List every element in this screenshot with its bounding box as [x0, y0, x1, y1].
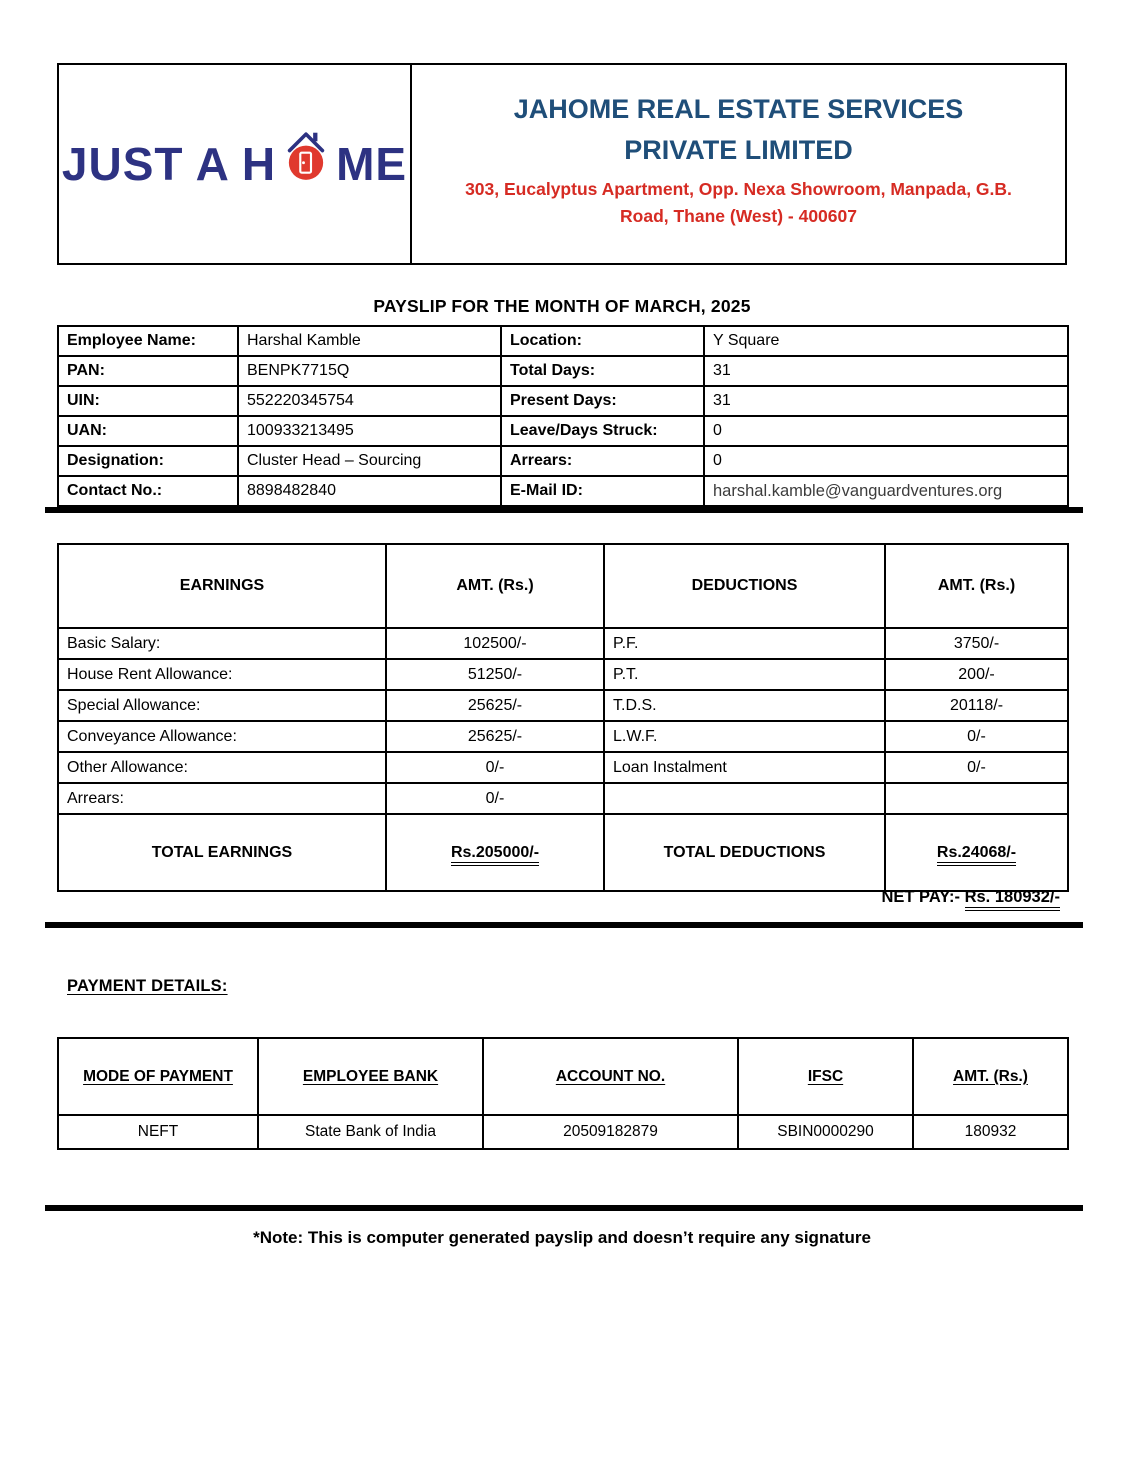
earning-amount: 0/-	[386, 752, 604, 783]
column-header: EMPLOYEE BANK	[258, 1038, 483, 1115]
table-row	[58, 1115, 1068, 1149]
column-header: MODE OF PAYMENT	[58, 1038, 258, 1115]
table-row	[58, 416, 1068, 446]
table-row	[58, 721, 1068, 752]
table-header-row	[58, 544, 1068, 628]
field-label: PAN:	[58, 356, 238, 386]
deduction-amount: 3750/-	[885, 628, 1068, 659]
field-value: Y Square	[704, 326, 1068, 356]
table-row	[58, 356, 1068, 386]
field-label: Designation:	[58, 446, 238, 476]
earning-label: Conveyance Allowance:	[58, 721, 386, 752]
field-label: UAN:	[58, 416, 238, 446]
field-label: Leave/Days Struck:	[501, 416, 704, 446]
employee-bank: State Bank of India	[258, 1115, 483, 1149]
field-label: Present Days:	[501, 386, 704, 416]
earning-label: Other Allowance:	[58, 752, 386, 783]
deduction-label: L.W.F.	[604, 721, 885, 752]
company-logo	[59, 65, 412, 263]
field-value: 552220345754	[238, 386, 501, 416]
earning-amount: 0/-	[386, 783, 604, 814]
earning-amount: 25625/-	[386, 721, 604, 752]
total-deductions-label: TOTAL DEDUCTIONS	[604, 814, 885, 891]
deduction-amount	[885, 783, 1068, 814]
totals-row	[58, 814, 1068, 891]
employee-details-table	[57, 325, 1069, 507]
table-row	[58, 659, 1068, 690]
field-value: 0	[704, 446, 1068, 476]
company-name	[440, 89, 1037, 170]
field-label: Total Days:	[501, 356, 704, 386]
divider-rule	[45, 1205, 1083, 1211]
net-pay-label: NET PAY:-	[881, 888, 960, 906]
company-address-line1: 303, Eucalyptus Apartment, Opp. Nexa Showroom, Manpada, G.B.	[465, 179, 1012, 199]
field-value: 31	[704, 356, 1068, 386]
table-row	[58, 628, 1068, 659]
earnings-deductions-table	[57, 543, 1069, 892]
email-value: harshal.kamble@vanguardventures.org	[704, 476, 1068, 506]
field-value: 31	[704, 386, 1068, 416]
company-address	[440, 176, 1037, 230]
deduction-amount: 20118/-	[885, 690, 1068, 721]
footer-note: *Note: This is computer generated payslip and doesn’t require any signature	[253, 1228, 871, 1247]
deduction-amount: 0/-	[885, 721, 1068, 752]
payment-details-title: PAYMENT DETAILS:	[67, 977, 228, 995]
earning-label: House Rent Allowance:	[58, 659, 386, 690]
table-row	[58, 783, 1068, 814]
divider-rule	[45, 922, 1083, 928]
table-row	[58, 386, 1068, 416]
total-deductions-amount: Rs.24068/-	[885, 814, 1068, 891]
payslip-title: PAYSLIP FOR THE MONTH OF MARCH, 2025	[373, 296, 751, 316]
column-header: IFSC	[738, 1038, 913, 1115]
house-icon	[278, 122, 334, 182]
company-info	[412, 65, 1065, 263]
company-name-line1: JAHOME REAL ESTATE SERVICES	[513, 94, 964, 124]
field-label: Contact No.:	[58, 476, 238, 506]
column-header: DEDUCTIONS	[604, 544, 885, 628]
divider-rule	[45, 507, 1083, 513]
deduction-label: T.D.S.	[604, 690, 885, 721]
earning-label: Arrears:	[58, 783, 386, 814]
field-label: UIN:	[58, 386, 238, 416]
deduction-amount: 0/-	[885, 752, 1068, 783]
logo-text-after: ME	[336, 138, 408, 190]
deduction-label	[604, 783, 885, 814]
ifsc-code: SBIN0000290	[738, 1115, 913, 1149]
earning-label: Basic Salary:	[58, 628, 386, 659]
payment-details-table	[57, 1037, 1069, 1150]
total-earnings-amount: Rs.205000/-	[386, 814, 604, 891]
table-row	[58, 326, 1068, 356]
earning-amount: 51250/-	[386, 659, 604, 690]
deduction-label: P.F.	[604, 628, 885, 659]
field-label: Arrears:	[501, 446, 704, 476]
column-header: AMT. (Rs.)	[913, 1038, 1068, 1115]
header	[57, 63, 1067, 265]
column-header: EARNINGS	[58, 544, 386, 628]
payment-amount: 180932	[913, 1115, 1068, 1149]
field-value: Cluster Head – Sourcing	[238, 446, 501, 476]
table-header-row	[58, 1038, 1068, 1115]
payment-mode: NEFT	[58, 1115, 258, 1149]
company-address-line2: Road, Thane (West) - 400607	[620, 206, 857, 227]
table-row	[58, 446, 1068, 476]
earning-amount: 102500/-	[386, 628, 604, 659]
logo-text	[61, 138, 408, 190]
column-header: AMT. (Rs.)	[386, 544, 604, 628]
earning-amount: 25625/-	[386, 690, 604, 721]
field-value: 8898482840	[238, 476, 501, 506]
net-pay-value: Rs. 180932/-	[965, 888, 1060, 911]
deduction-label: P.T.	[604, 659, 885, 690]
table-row	[58, 752, 1068, 783]
logo-text-before: JUST A H	[61, 138, 277, 190]
deduction-label: Loan Instalment	[604, 752, 885, 783]
company-name-line2: PRIVATE LIMITED	[624, 134, 853, 165]
field-value: Harshal Kamble	[238, 326, 501, 356]
earning-label: Special Allowance:	[58, 690, 386, 721]
deduction-amount: 200/-	[885, 659, 1068, 690]
field-value: 100933213495	[238, 416, 501, 446]
field-label: E-Mail ID:	[501, 476, 704, 506]
field-label: Employee Name:	[58, 326, 238, 356]
account-number: 20509182879	[483, 1115, 738, 1149]
column-header: ACCOUNT NO.	[483, 1038, 738, 1115]
column-header: AMT. (Rs.)	[885, 544, 1068, 628]
table-row	[58, 690, 1068, 721]
field-label: Location:	[501, 326, 704, 356]
net-pay	[557, 888, 1060, 907]
field-value: BENPK7715Q	[238, 356, 501, 386]
field-value: 0	[704, 416, 1068, 446]
table-row	[58, 476, 1068, 506]
total-earnings-label: TOTAL EARNINGS	[58, 814, 386, 891]
